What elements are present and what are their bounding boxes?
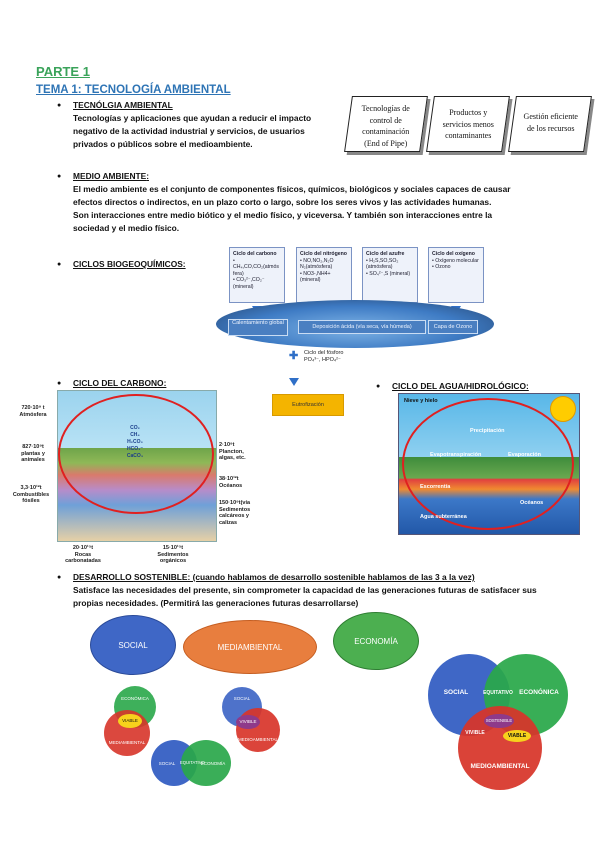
- bullet-icon: ●: [57, 380, 62, 387]
- circle-social: SOCIAL: [90, 615, 176, 675]
- circle-mediambiental: MEDIAMBIENTAL: [183, 620, 317, 674]
- water-label-oceanos: Océanos: [520, 500, 544, 506]
- venn-big-social: SOCIAL: [428, 654, 510, 736]
- bullet-icon: ●: [376, 383, 381, 390]
- water-label-escorrentia: Escorrentía: [420, 484, 451, 490]
- cycle-box-oxigeno: Ciclo del oxígeno • Oxígeno molecular • Ozono: [428, 247, 484, 303]
- plus-icon: ✚: [289, 350, 299, 362]
- carbon-label-atmosfera: 720·10⁹ t Atmósfera: [19, 405, 47, 418]
- venn-a-mediambiental: MEDIAMBIENTAL: [104, 710, 150, 756]
- tecnologia-text: Tecnologías y aplicaciones que ayudan a reducir el impacto negativo de la actividad industrial y servicios, de usuarios privados o públicos sobre el medioambiente.: [73, 113, 312, 149]
- venn-a-economica: ECONÓMICA: [114, 686, 156, 728]
- venn-b-social: SOCIAL: [222, 687, 262, 727]
- venn-big-equitativo: EQUITATIVO: [483, 690, 513, 696]
- eutrofizacion-box: Eutrofización: [272, 394, 344, 416]
- circle-economia: ECONOMÍA: [333, 612, 419, 670]
- sun-icon: [550, 396, 576, 422]
- venn-b-medioambiental: MEDIOAMBIENTAL: [236, 708, 280, 752]
- carbon-inner-labels: CO₂ CH₄ H₂CO₃ HCO₃⁻ CaCO₃: [126, 425, 144, 459]
- carbon-label-plancton: 2·10⁹t Plancton, algas, etc.: [219, 442, 246, 461]
- carbon-label-plantas: 827·10⁹t plantas y animales: [21, 444, 45, 463]
- water-label-nieve: Nieve y hielo: [404, 398, 438, 404]
- cycle-box-carbono: Ciclo del carbono • CH₄,CO,CO₂(atmós fera) • CO₃²⁻,CO₂⁻ (mineral): [229, 247, 285, 303]
- globe-label-deposicion: Deposición ácida (vía seca, vía húmeda): [298, 320, 426, 334]
- water-label-precipitacion: Precipitación: [470, 428, 505, 434]
- cycle-box-azufre: Ciclo del azufre • H₂S,SO,SO₂ (atmósfera) • SO₄²⁻,S (mineral): [362, 247, 418, 303]
- carbon-label-sedimentos: 15·10¹⁵t Sedimentos orgánicos: [157, 545, 189, 564]
- globe-label-ozono: Capa de Ozono: [428, 320, 478, 334]
- topic-title: TEMA 1: TECNOLOGÍA AMBIENTAL: [36, 84, 231, 96]
- venn-c-social: SOCIAL: [151, 740, 197, 786]
- venn-big-medioambiental: MEDIOAMBIENTAL: [458, 706, 542, 790]
- water-label-evaporacion: Evaporación: [508, 452, 542, 458]
- bullet-icon: ●: [57, 574, 62, 581]
- part-title: PARTE 1: [36, 64, 90, 79]
- section-heading-sostenible: DESARROLLO SOSTENIBLE: (cuando hablamos de desarrollo sostenible hablamos de las 3 a la vez): [73, 572, 475, 582]
- phosphorus-label: Ciclo del fósforo PO₄³⁻, HPO₄²⁻: [304, 350, 344, 363]
- carbon-label-rocas: 20·10¹⁵t Rocas carbonatadas: [65, 545, 101, 564]
- sostenible-text: Satisface las necesidades del presente, sin comprometer la capacidad de las generaciones futuras de satisfacer sus propias necesidades. (Permitirá las generaciones futuras desarrollarse): [73, 585, 537, 608]
- cycle-box-nitrogeno: Ciclo del nitrógeno • NO,NO₂,N₂O N₂(atmósfera) • NO3-,NH4+ (mineral): [296, 247, 352, 303]
- venn-b-vivible: VIVIBLE: [236, 715, 260, 729]
- bullet-icon: ●: [57, 173, 62, 180]
- venn-c-economia: ECONOMÍA: [181, 740, 231, 786]
- section-heading-tecnologia: TECNÓLGIA AMBIENTAL: [73, 100, 173, 110]
- parallelogram-productos: Productos y servicios menos contaminantes: [426, 96, 510, 152]
- section-heading-agua: CICLO DEL AGUA/HIDROLÓGICO:: [392, 381, 529, 391]
- venn-big-economica: ECONÓNICA: [484, 654, 568, 736]
- globe-label-calentamiento: Calentamiento global: [228, 319, 288, 336]
- water-label-subterranea: Agua subterránea: [420, 514, 467, 520]
- water-label-evapotranspiracion: Evapotranspiración: [430, 452, 482, 458]
- carbon-label-oceanos: 38·10¹²t Océanos: [219, 476, 243, 489]
- section-heading-medio: MEDIO AMBIENTE:: [73, 171, 149, 181]
- venn-big-sostenible: SOSTENIBLE: [484, 714, 514, 728]
- down-arrow-icon: [289, 378, 299, 386]
- carbon-label-combustibles: 3,3·10¹²t Combustibles fósiles: [12, 485, 50, 504]
- medio-text: El medio ambiente es el conjunto de componentes físicos, químicos, biológicos y sociales capaces de causar efectos directos o indirectos, en un plazo corto o largo, sobre los seres vivos y las actividades humanas. Son interacciones entre medio biótico y el medio físico, y viceversa. Y también son interacciones entre la sociedad y el medio físico.: [73, 184, 511, 233]
- bullet-icon: ●: [57, 102, 62, 109]
- venn-big-viable: VIABLE: [503, 730, 531, 742]
- parallelogram-end-of-pipe: Tecnologías de control de contaminación (End of Pipe): [344, 96, 428, 152]
- red-circle-annotation: [402, 398, 574, 530]
- parallelogram-gestion: Gestión eficiente de los recursos: [508, 96, 592, 152]
- venn-big-vivible: VIVIBLE: [465, 730, 485, 736]
- bullet-icon: ●: [57, 261, 62, 268]
- section-heading-ciclos: CICLOS BIOGEOQUÍMICOS:: [73, 259, 186, 269]
- venn-c-equitativo: EQUITATIVO: [180, 760, 205, 765]
- venn-a-viable: VIABLE: [118, 714, 142, 728]
- carbon-label-calizas: 150·10⁹t(vía Sedimentos calcáreos y calizas: [219, 500, 251, 526]
- section-heading-carbono: CICLO DEL CARBONO:: [73, 378, 167, 388]
